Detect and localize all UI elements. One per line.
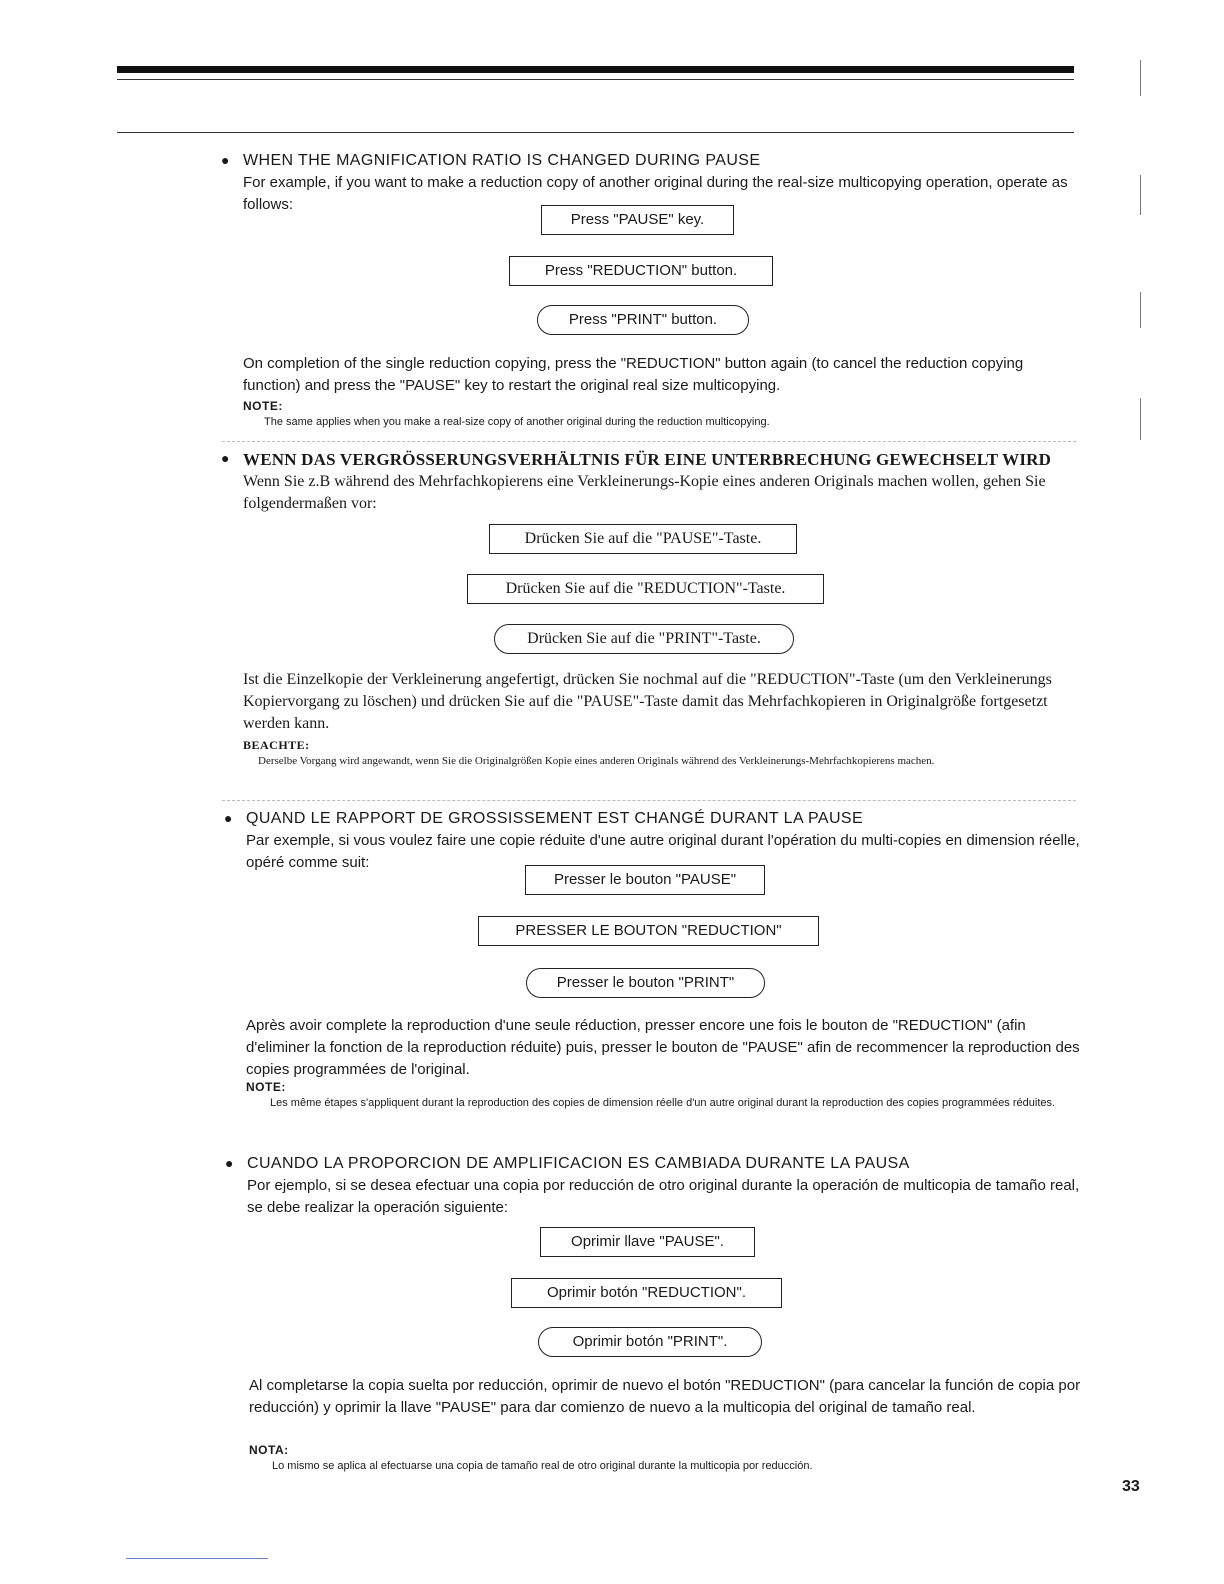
footer-rule <box>126 1558 268 1559</box>
step-print: Oprimir botón "PRINT". <box>538 1327 762 1357</box>
bullet-icon: ● <box>225 1155 234 1171</box>
step-print: Drücken Sie auf die "PRINT"-Taste. <box>494 624 794 654</box>
step-reduction: Press "REDUCTION" button. <box>509 256 773 286</box>
margin-mark <box>1140 398 1141 440</box>
note-text: The same applies when you make a real-size copy of another original during the reduction multicopying. <box>264 416 770 428</box>
margin-mark <box>1140 175 1141 215</box>
section-divider <box>222 441 1076 442</box>
step-reduction: Oprimir botón "REDUCTION". <box>511 1278 782 1308</box>
heading-text: QUAND LE RAPPORT DE GROSSISSEMENT EST CHANGÉ DURANT LA PAUSE <box>246 810 864 827</box>
page-number: 33 <box>1122 1478 1140 1495</box>
note-label: BEACHTE: <box>243 738 310 752</box>
note-text: Les même étapes s'appliquent durant la reproduction des copies de dimension réelle d'un autre original durant la reproduction des copies programmées réduites. <box>270 1097 1056 1109</box>
step-pause: Oprimir llave "PAUSE". <box>540 1227 755 1257</box>
outro-text: Après avoir complete la reproduction d'une seule réduction, presser encore une fois le bouton de "REDUCTION" (afin d'eliminer la fonction de la reproduction réduite) puis, presser le bouton de "PAUSE" afin de recommencer la reproduction des copies programmées de l'original. <box>246 1017 1080 1078</box>
step-pause: Press "PAUSE" key. <box>541 205 734 235</box>
section-heading <box>224 810 864 828</box>
section-heading <box>221 152 761 170</box>
margin-mark <box>1140 60 1141 96</box>
note-label: NOTE: <box>243 399 283 413</box>
step-pause: Presser le bouton "PAUSE" <box>525 865 765 895</box>
bullet-icon: ● <box>221 152 230 168</box>
note-label: NOTA: <box>249 1443 289 1457</box>
intro-text: For example, if you want to make a reduction copy of another original during the real-size multicopying operation, operate as follows: <box>243 174 1068 213</box>
intro-text: Wenn Sie z.B während des Mehrfachkopierens eine Verkleinerungs-Kopie eines anderen Originals machen wollen, gehen Sie folgendermaßen vor: <box>243 473 1046 512</box>
outro-text: On completion of the single reduction copying, press the "REDUCTION" button again (to cancel the reduction copying function) and press the "PAUSE" key to restart the original real size multicopying. <box>243 355 1024 394</box>
heading-text: WHEN THE MAGNIFICATION RATIO IS CHANGED DURING PAUSE <box>243 152 761 169</box>
step-reduction: Drücken Sie auf die "REDUCTION"-Taste. <box>467 574 824 604</box>
margin-mark <box>1140 292 1141 328</box>
step-reduction: PRESSER LE BOUTON "REDUCTION" <box>478 916 819 946</box>
section-divider <box>222 800 1076 801</box>
note-text: Lo mismo se aplica al efectuarse una copia de tamaño real de otro original durante la multicopia por reducción. <box>272 1460 813 1472</box>
outro-text: Al completarse la copia suelta por reducción, oprimir de nuevo el botón "REDUCTION" (para cancelar la función de copia por reducción) y oprimir la llave "PAUSE" para dar comienzo de nuevo a la multicopia del original de tamaño real. <box>249 1377 1081 1416</box>
header-bottom-rule <box>117 132 1074 133</box>
intro-text: Par exemple, si vous voulez faire une copie réduite d'une autre original durant l'opération du multi-copies en dimension réelle, opéré comme suit: <box>246 832 1080 871</box>
step-print: Presser le bouton "PRINT" <box>526 968 765 998</box>
outro-text: Ist die Einzelkopie der Verkleinerung angefertigt, drücken Sie nochmal auf die "REDUCTION"-Taste (um den Verkleinerungs Kopiervorgang zu löschen) und drücken Sie auf die "PAUSE"-Taste damit das Mehrfachkopieren in Originalgröße fortgesetzt werden kann. <box>243 671 1052 732</box>
note-text: Derselbe Vorgang wird angewandt, wenn Sie die Originalgrößen Kopie eines anderen Originals während des Verkleinerungs-Mehrfachkopierens machen. <box>258 755 935 767</box>
top-thin-rule <box>117 79 1074 80</box>
step-pause: Drücken Sie auf die "PAUSE"-Taste. <box>489 524 797 554</box>
bullet-icon: ● <box>221 450 230 466</box>
section-heading <box>225 1155 910 1173</box>
heading-text: CUANDO LA PROPORCION DE AMPLIFICACION ES CAMBIADA DURANTE LA PAUSA <box>247 1155 910 1172</box>
top-thick-rule <box>117 66 1074 73</box>
section-heading <box>221 450 1052 470</box>
intro-text: Por ejemplo, si se desea efectuar una copia por reducción de otro original durante la operación de multicopia de tamaño real, se debe realizar la operación siguiente: <box>247 1177 1080 1216</box>
step-print: Press "PRINT" button. <box>537 305 749 335</box>
bullet-icon: ● <box>224 810 233 826</box>
note-label: NOTE: <box>246 1080 286 1094</box>
heading-text: WENN DAS VERGRÖSSERUNGSVERHÄLTNIS FÜR EINE UNTERBRECHUNG GEWECHSELT WIRD <box>243 450 1052 469</box>
